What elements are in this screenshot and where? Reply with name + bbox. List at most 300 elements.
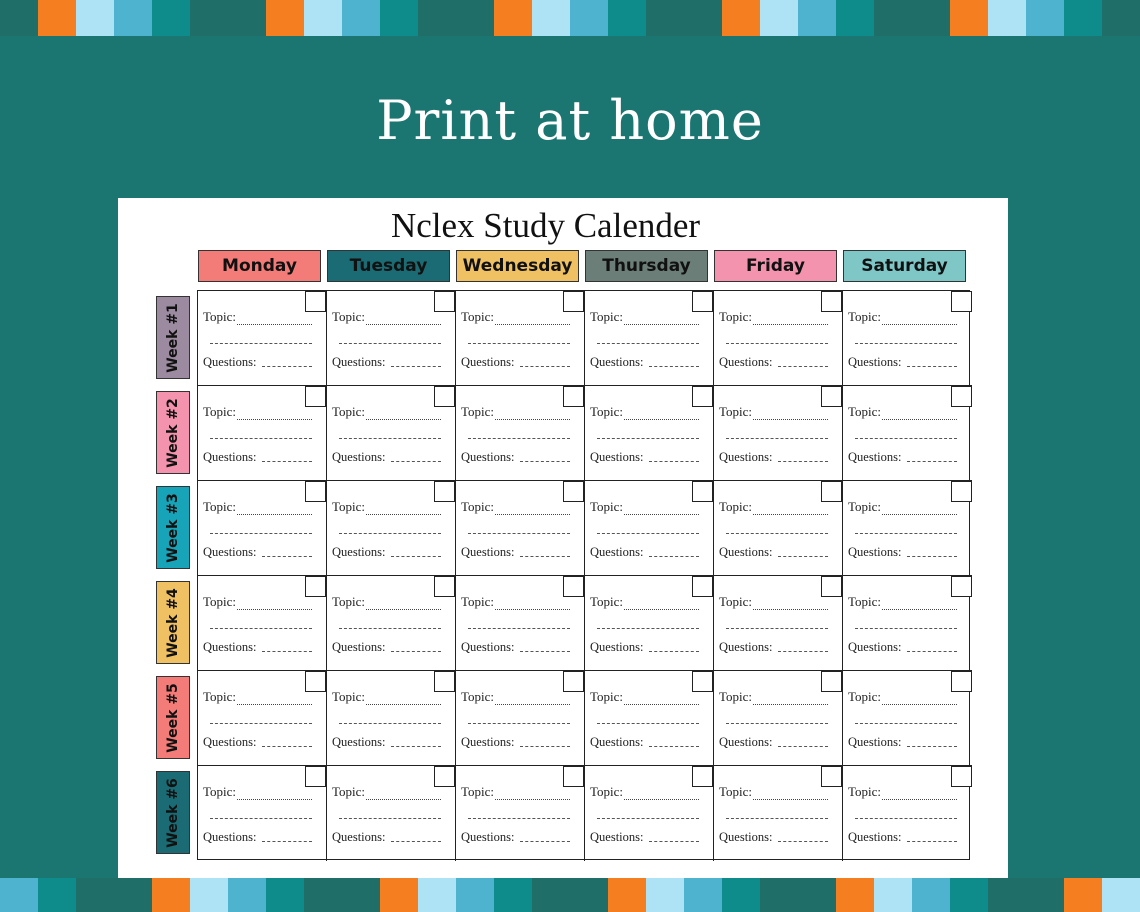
questions-write-line (520, 841, 570, 842)
day-cell (585, 291, 714, 386)
topic-write-line (753, 704, 828, 705)
questions-write-line (649, 841, 699, 842)
topic-label: Topic: (848, 594, 882, 609)
stripe-segment (1102, 0, 1140, 36)
topic-extra-line (468, 628, 570, 629)
day-cell (714, 766, 843, 861)
done-checkbox[interactable] (305, 481, 326, 502)
topic-label: Topic: (848, 404, 882, 419)
topic-label: Topic: (719, 594, 753, 609)
topic-label: Topic: (332, 594, 366, 609)
stripe-segment (418, 878, 456, 912)
questions-label: Questions: (848, 450, 902, 464)
done-checkbox[interactable] (563, 576, 584, 597)
questions-write-line (778, 556, 828, 557)
questions-write-line (262, 651, 312, 652)
done-checkbox[interactable] (821, 386, 842, 407)
questions-label: Questions: (332, 355, 386, 369)
stripe-segment (684, 0, 722, 36)
day-cell (714, 481, 843, 576)
day-cell (714, 291, 843, 386)
topic-label: Topic: (590, 309, 624, 324)
day-cell (456, 671, 585, 766)
topic-extra-line (210, 818, 312, 819)
done-checkbox[interactable] (821, 291, 842, 312)
day-cell (585, 481, 714, 576)
topic-label: Topic: (461, 499, 495, 514)
day-cell (198, 386, 327, 481)
stripe-segment (190, 878, 228, 912)
topic-label: Topic: (203, 499, 237, 514)
questions-write-line (649, 556, 699, 557)
questions-write-line (520, 556, 570, 557)
day-cell (456, 481, 585, 576)
topic-write-line (495, 419, 570, 420)
topic-write-line (882, 609, 957, 610)
topic-write-line (753, 419, 828, 420)
topic-write-line (624, 514, 699, 515)
topic-extra-line (597, 438, 699, 439)
done-checkbox[interactable] (563, 386, 584, 407)
topic-label: Topic: (719, 404, 753, 419)
questions-write-line (262, 366, 312, 367)
topic-extra-line (855, 343, 957, 344)
topic-label: Topic: (719, 499, 753, 514)
done-checkbox[interactable] (692, 386, 713, 407)
stripe-segment (988, 878, 1026, 912)
bottom-color-stripe (0, 878, 1140, 912)
topic-write-line (366, 799, 441, 800)
questions-label: Questions: (332, 735, 386, 749)
stripe-segment (152, 0, 190, 36)
day-cell (843, 671, 972, 766)
questions-label: Questions: (719, 355, 773, 369)
topic-label: Topic: (590, 499, 624, 514)
topic-label: Topic: (203, 309, 237, 324)
questions-write-line (778, 461, 828, 462)
questions-label: Questions: (590, 640, 644, 654)
day-cell (456, 386, 585, 481)
topic-label: Topic: (332, 309, 366, 324)
questions-write-line (262, 841, 312, 842)
week-tab-2 (156, 486, 190, 569)
calendar-sheet (118, 198, 1008, 886)
day-cell (843, 481, 972, 576)
stripe-segment (228, 878, 266, 912)
topic-label: Topic: (461, 594, 495, 609)
day-cell (198, 576, 327, 671)
calendar-title: Nclex Study Calender (390, 206, 701, 245)
questions-label: Questions: (719, 545, 773, 559)
week-tab-3 (156, 581, 190, 664)
done-checkbox[interactable] (951, 671, 972, 692)
stripe-segment (304, 0, 342, 36)
topic-label: Topic: (203, 689, 237, 704)
done-checkbox[interactable] (305, 766, 326, 787)
done-checkbox[interactable] (821, 671, 842, 692)
done-checkbox[interactable] (305, 291, 326, 312)
day-cell (327, 386, 456, 481)
stripe-segment (494, 878, 532, 912)
topic-write-line (882, 324, 957, 325)
topic-extra-line (210, 438, 312, 439)
questions-label: Questions: (461, 735, 515, 749)
day-cell (843, 576, 972, 671)
questions-label: Questions: (332, 545, 386, 559)
questions-label: Questions: (719, 450, 773, 464)
topic-label: Topic: (203, 784, 237, 799)
done-checkbox[interactable] (692, 481, 713, 502)
questions-label: Questions: (203, 830, 257, 844)
topic-label: Topic: (332, 784, 366, 799)
topic-extra-line (726, 343, 828, 344)
questions-label: Questions: (848, 830, 902, 844)
day-cell (198, 766, 327, 861)
done-checkbox[interactable] (692, 291, 713, 312)
day-cell (714, 386, 843, 481)
topic-label: Topic: (848, 689, 882, 704)
topic-write-line (753, 609, 828, 610)
topic-write-line (753, 324, 828, 325)
stripe-segment (114, 878, 152, 912)
topic-write-line (753, 799, 828, 800)
topic-label: Topic: (590, 689, 624, 704)
day-cell (714, 671, 843, 766)
questions-label: Questions: (590, 450, 644, 464)
done-checkbox[interactable] (434, 386, 455, 407)
topic-extra-line (210, 628, 312, 629)
stripe-segment (38, 878, 76, 912)
done-checkbox[interactable] (563, 766, 584, 787)
week-label: Week #3 (165, 492, 181, 563)
questions-write-line (520, 366, 570, 367)
done-checkbox[interactable] (951, 576, 972, 597)
day-cell (456, 766, 585, 861)
topic-write-line (237, 799, 312, 800)
stripe-segment (912, 878, 950, 912)
topic-write-line (624, 704, 699, 705)
stripe-segment (874, 0, 912, 36)
stripe-segment (380, 0, 418, 36)
topic-label: Topic: (848, 499, 882, 514)
topic-extra-line (339, 818, 441, 819)
topic-extra-line (597, 343, 699, 344)
stripe-segment (532, 0, 570, 36)
questions-write-line (262, 461, 312, 462)
done-checkbox[interactable] (692, 671, 713, 692)
questions-write-line (262, 746, 312, 747)
done-checkbox[interactable] (563, 671, 584, 692)
questions-label: Questions: (719, 735, 773, 749)
day-cell (198, 671, 327, 766)
stripe-segment (1064, 878, 1102, 912)
stripe-segment (798, 0, 836, 36)
questions-write-line (649, 461, 699, 462)
day-cell (585, 576, 714, 671)
questions-label: Questions: (848, 545, 902, 559)
questions-write-line (778, 746, 828, 747)
day-cell (327, 481, 456, 576)
day-cell (456, 576, 585, 671)
topic-extra-line (726, 723, 828, 724)
done-checkbox[interactable] (951, 291, 972, 312)
questions-label: Questions: (203, 640, 257, 654)
questions-write-line (391, 461, 441, 462)
topic-label: Topic: (590, 784, 624, 799)
topic-write-line (882, 419, 957, 420)
done-checkbox[interactable] (563, 481, 584, 502)
stripe-segment (570, 878, 608, 912)
topic-label: Topic: (590, 594, 624, 609)
week-label: Week #4 (165, 587, 181, 658)
day-cell (585, 766, 714, 861)
topic-label: Topic: (848, 784, 882, 799)
stripe-segment (76, 878, 114, 912)
topic-label: Topic: (461, 309, 495, 324)
questions-write-line (391, 366, 441, 367)
week-label: Week #5 (165, 682, 181, 753)
stripe-segment (76, 0, 114, 36)
stripe-segment (722, 0, 760, 36)
done-checkbox[interactable] (821, 766, 842, 787)
stripe-segment (874, 878, 912, 912)
topic-write-line (882, 799, 957, 800)
questions-write-line (520, 651, 570, 652)
stripe-segment (608, 0, 646, 36)
topic-label: Topic: (203, 404, 237, 419)
questions-write-line (907, 746, 957, 747)
day-cell (585, 671, 714, 766)
topic-write-line (366, 419, 441, 420)
topic-label: Topic: (332, 689, 366, 704)
done-checkbox[interactable] (434, 576, 455, 597)
stripe-segment (836, 0, 874, 36)
questions-label: Questions: (203, 450, 257, 464)
topic-extra-line (339, 343, 441, 344)
questions-write-line (391, 746, 441, 747)
day-cell (714, 576, 843, 671)
topic-extra-line (726, 818, 828, 819)
day-header-2: Wednesday (456, 250, 579, 282)
day-cell (843, 386, 972, 481)
topic-extra-line (726, 438, 828, 439)
questions-label: Questions: (590, 545, 644, 559)
questions-label: Questions: (203, 545, 257, 559)
topic-extra-line (468, 723, 570, 724)
questions-write-line (778, 651, 828, 652)
done-checkbox[interactable] (951, 481, 972, 502)
stripe-segment (266, 0, 304, 36)
topic-write-line (237, 419, 312, 420)
questions-label: Questions: (461, 450, 515, 464)
topic-write-line (624, 419, 699, 420)
day-cell (198, 481, 327, 576)
questions-write-line (907, 366, 957, 367)
done-checkbox[interactable] (434, 291, 455, 312)
done-checkbox[interactable] (821, 576, 842, 597)
done-checkbox[interactable] (305, 671, 326, 692)
topic-write-line (237, 609, 312, 610)
questions-label: Questions: (461, 830, 515, 844)
topic-extra-line (597, 818, 699, 819)
topic-label: Topic: (461, 404, 495, 419)
questions-label: Questions: (461, 545, 515, 559)
topic-write-line (495, 609, 570, 610)
day-cell (456, 291, 585, 386)
day-header-4: Friday (714, 250, 837, 282)
questions-label: Questions: (332, 640, 386, 654)
topic-label: Topic: (719, 784, 753, 799)
stripe-segment (38, 0, 76, 36)
day-cell (327, 671, 456, 766)
stripe-segment (570, 0, 608, 36)
day-header-3: Thursday (585, 250, 708, 282)
stripe-segment (266, 878, 304, 912)
topic-write-line (237, 514, 312, 515)
done-checkbox[interactable] (305, 576, 326, 597)
topic-write-line (366, 609, 441, 610)
topic-extra-line (855, 723, 957, 724)
questions-label: Questions: (332, 830, 386, 844)
week-tab-4 (156, 676, 190, 759)
questions-write-line (649, 746, 699, 747)
stripe-segment (342, 878, 380, 912)
questions-label: Questions: (461, 355, 515, 369)
stripe-segment (304, 878, 342, 912)
questions-write-line (907, 841, 957, 842)
stripe-segment (228, 0, 266, 36)
topic-write-line (624, 324, 699, 325)
questions-label: Questions: (848, 355, 902, 369)
stripe-segment (456, 878, 494, 912)
topic-write-line (624, 799, 699, 800)
stripe-segment (646, 0, 684, 36)
questions-label: Questions: (848, 640, 902, 654)
topic-extra-line (468, 343, 570, 344)
topic-write-line (495, 514, 570, 515)
topic-write-line (237, 324, 312, 325)
topic-extra-line (339, 533, 441, 534)
week-label: Week #1 (165, 302, 181, 373)
questions-write-line (520, 746, 570, 747)
day-cell (843, 291, 972, 386)
questions-label: Questions: (590, 735, 644, 749)
stripe-segment (1026, 0, 1064, 36)
topic-extra-line (210, 723, 312, 724)
done-checkbox[interactable] (434, 671, 455, 692)
topic-extra-line (468, 438, 570, 439)
day-cell (327, 766, 456, 861)
questions-label: Questions: (719, 640, 773, 654)
topic-label: Topic: (461, 689, 495, 704)
questions-write-line (649, 366, 699, 367)
week-tab-5 (156, 771, 190, 854)
done-checkbox[interactable] (434, 481, 455, 502)
stripe-segment (532, 878, 570, 912)
calendar-grid (197, 290, 970, 860)
stripe-segment (190, 0, 228, 36)
done-checkbox[interactable] (563, 291, 584, 312)
topic-write-line (882, 704, 957, 705)
stripe-segment (114, 0, 152, 36)
topic-label: Topic: (461, 784, 495, 799)
week-tab-1 (156, 391, 190, 474)
stripe-segment (646, 878, 684, 912)
topic-extra-line (597, 628, 699, 629)
questions-label: Questions: (203, 355, 257, 369)
topic-label: Topic: (719, 689, 753, 704)
stripe-segment (494, 0, 532, 36)
stripe-segment (456, 0, 494, 36)
topic-write-line (366, 324, 441, 325)
topic-extra-line (339, 438, 441, 439)
stripe-segment (0, 878, 38, 912)
topic-extra-line (597, 723, 699, 724)
topic-label: Topic: (332, 404, 366, 419)
done-checkbox[interactable] (692, 576, 713, 597)
questions-label: Questions: (461, 640, 515, 654)
questions-label: Questions: (848, 735, 902, 749)
done-checkbox[interactable] (305, 386, 326, 407)
questions-write-line (391, 651, 441, 652)
topic-extra-line (855, 628, 957, 629)
topic-write-line (882, 514, 957, 515)
done-checkbox[interactable] (821, 481, 842, 502)
day-cell (198, 291, 327, 386)
done-checkbox[interactable] (951, 386, 972, 407)
stripe-segment (342, 0, 380, 36)
stripe-segment (0, 0, 38, 36)
day-cell (327, 291, 456, 386)
questions-label: Questions: (203, 735, 257, 749)
stripe-segment (836, 878, 874, 912)
topic-label: Topic: (719, 309, 753, 324)
day-header-1: Tuesday (327, 250, 450, 282)
done-checkbox[interactable] (434, 766, 455, 787)
topic-extra-line (468, 818, 570, 819)
topic-write-line (366, 514, 441, 515)
day-cell (843, 766, 972, 861)
topic-extra-line (726, 533, 828, 534)
questions-write-line (778, 841, 828, 842)
day-cell (585, 386, 714, 481)
stripe-segment (760, 878, 798, 912)
day-header-5: Saturday (843, 250, 966, 282)
week-label: Week #6 (165, 777, 181, 848)
questions-write-line (520, 461, 570, 462)
done-checkbox[interactable] (692, 766, 713, 787)
day-header-0: Monday (198, 250, 321, 282)
stripe-segment (684, 878, 722, 912)
questions-write-line (391, 841, 441, 842)
topic-label: Topic: (332, 499, 366, 514)
stripe-segment (608, 878, 646, 912)
done-checkbox[interactable] (951, 766, 972, 787)
stripe-segment (380, 878, 418, 912)
stripe-segment (1102, 878, 1140, 912)
questions-label: Questions: (590, 355, 644, 369)
topic-write-line (366, 704, 441, 705)
stripe-segment (152, 878, 190, 912)
stripe-segment (912, 0, 950, 36)
topic-extra-line (855, 818, 957, 819)
questions-label: Questions: (590, 830, 644, 844)
week-tab-0 (156, 296, 190, 379)
topic-extra-line (210, 343, 312, 344)
questions-write-line (262, 556, 312, 557)
stripe-segment (760, 0, 798, 36)
topic-extra-line (855, 438, 957, 439)
